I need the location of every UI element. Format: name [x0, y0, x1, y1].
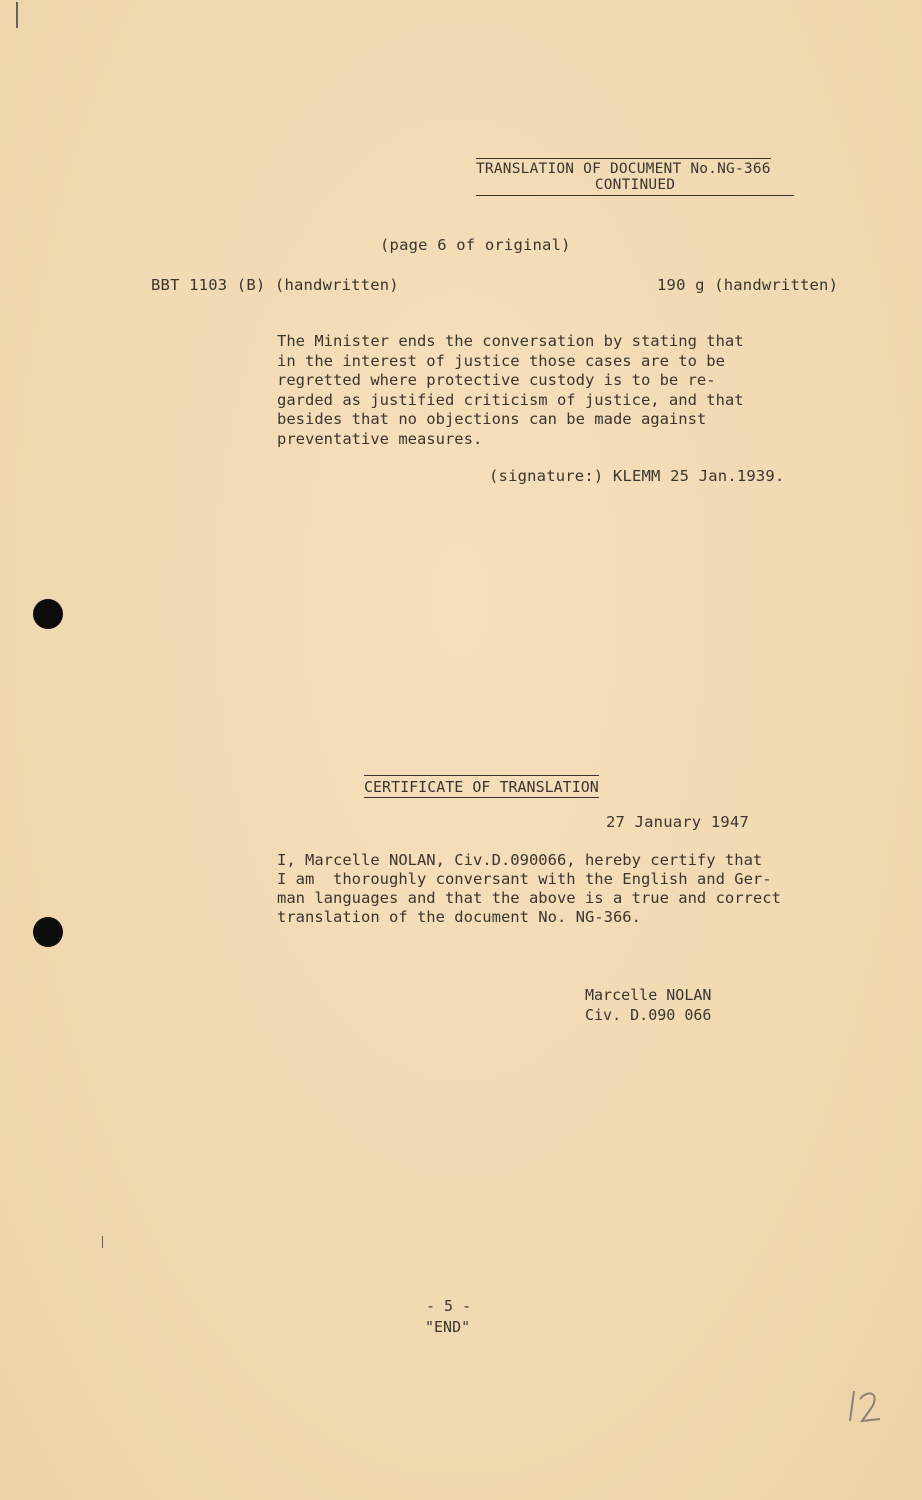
- reference-right: 190 g (handwritten): [657, 276, 839, 294]
- edge-tick-top-left: [16, 2, 18, 28]
- body-paragraph: The Minister ends the conversation by stating that in the interest of justice those cases are to be regretted where protective custody is to be re- garded as justified criticism of justice, and that besides that no objections can be made against preventative measures.: [277, 332, 744, 448]
- signature-line: (signature:) KLEMM 25 Jan.1939.: [489, 467, 785, 485]
- translator-signature-block: [585, 986, 711, 1025]
- page-number: - 5 -: [426, 1297, 472, 1315]
- document-header-continued: CONTINUED: [476, 177, 794, 196]
- page-reference: (page 6 of original): [380, 236, 571, 254]
- reference-left: BBT 1103 (B) (handwritten): [151, 276, 399, 294]
- end-mark: "END": [425, 1318, 471, 1336]
- translator-id: Civ. D.090 066: [585, 1005, 712, 1024]
- translator-name: Marcelle NOLAN: [585, 986, 712, 1004]
- punch-hole-bottom: [33, 917, 63, 947]
- document-header-title: TRANSLATION OF DOCUMENT No.NG-366: [476, 158, 771, 177]
- certificate-title: CERTIFICATE OF TRANSLATION: [364, 775, 599, 798]
- handwritten-folio-mark: [846, 1385, 886, 1430]
- punch-hole-top: [33, 599, 63, 629]
- certificate-text: I, Marcelle NOLAN, Civ.D.090066, hereby certify that I am thoroughly conversant with the English and Ger- man languages and that the above is a true and correct translation of the document No. NG-366.: [277, 851, 781, 926]
- edge-tick-left: [102, 1236, 103, 1248]
- certificate-date: 27 January 1947: [606, 813, 749, 831]
